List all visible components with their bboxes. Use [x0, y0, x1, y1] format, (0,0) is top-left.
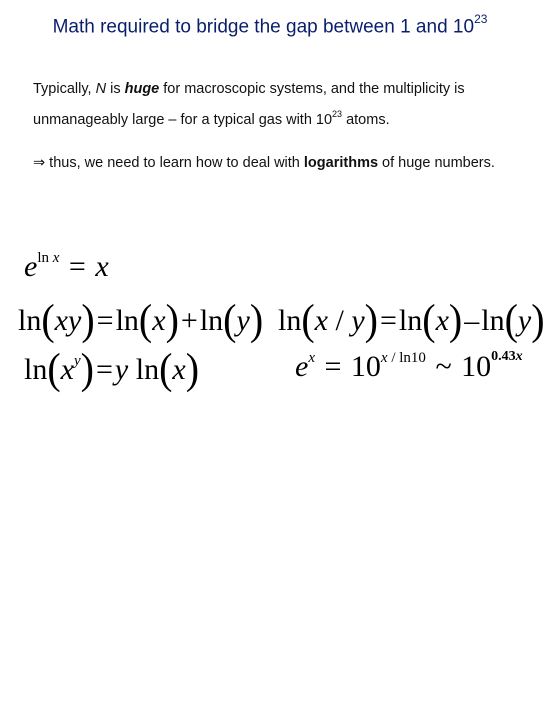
- title-text: Math required to bridge the gap between 1 and 10: [52, 16, 475, 38]
- equation-exp-ln: $e^{ln x} = x$: [24, 250, 109, 283]
- paragraph1-text-3: for macroscopic systems, and the multiplicity is unmanageably large – for a typical gas with 10: [33, 81, 465, 128]
- title-exponent: 23: [474, 12, 488, 26]
- paragraph2-logarithms: logarithms: [303, 155, 379, 171]
- paragraph1-N: N: [95, 81, 107, 97]
- implies-arrow-icon: ⇒: [33, 155, 46, 171]
- equation-ln-product: ln(xy)=ln(x)+ln(y): [18, 295, 264, 344]
- paragraph1-text-1: Typically,: [33, 81, 96, 97]
- equation-ln-power: $\ln(x^y)=y$ ln(x): [24, 344, 200, 393]
- paragraph-multiplicity: [33, 76, 523, 133]
- paragraph1-text-4: atoms.: [342, 111, 390, 128]
- equation-ln-quotient: ln(x / y)=ln(x)–ln(y): [278, 295, 545, 344]
- paragraph1-exponent: 23: [332, 109, 343, 119]
- paragraph1-text-2: is: [106, 81, 125, 97]
- equation-base-conversion: $e^x = 10^{x / ln10}$ ~ $10^{0.43x}$: [295, 349, 523, 383]
- paragraph2-text-2: of huge numbers.: [378, 155, 495, 171]
- slide-title: [0, 14, 540, 38]
- paragraph1-huge: huge: [124, 81, 160, 97]
- paragraph-logarithms: [33, 150, 523, 176]
- paragraph2-text-1: thus, we need to learn how to deal with: [45, 155, 304, 171]
